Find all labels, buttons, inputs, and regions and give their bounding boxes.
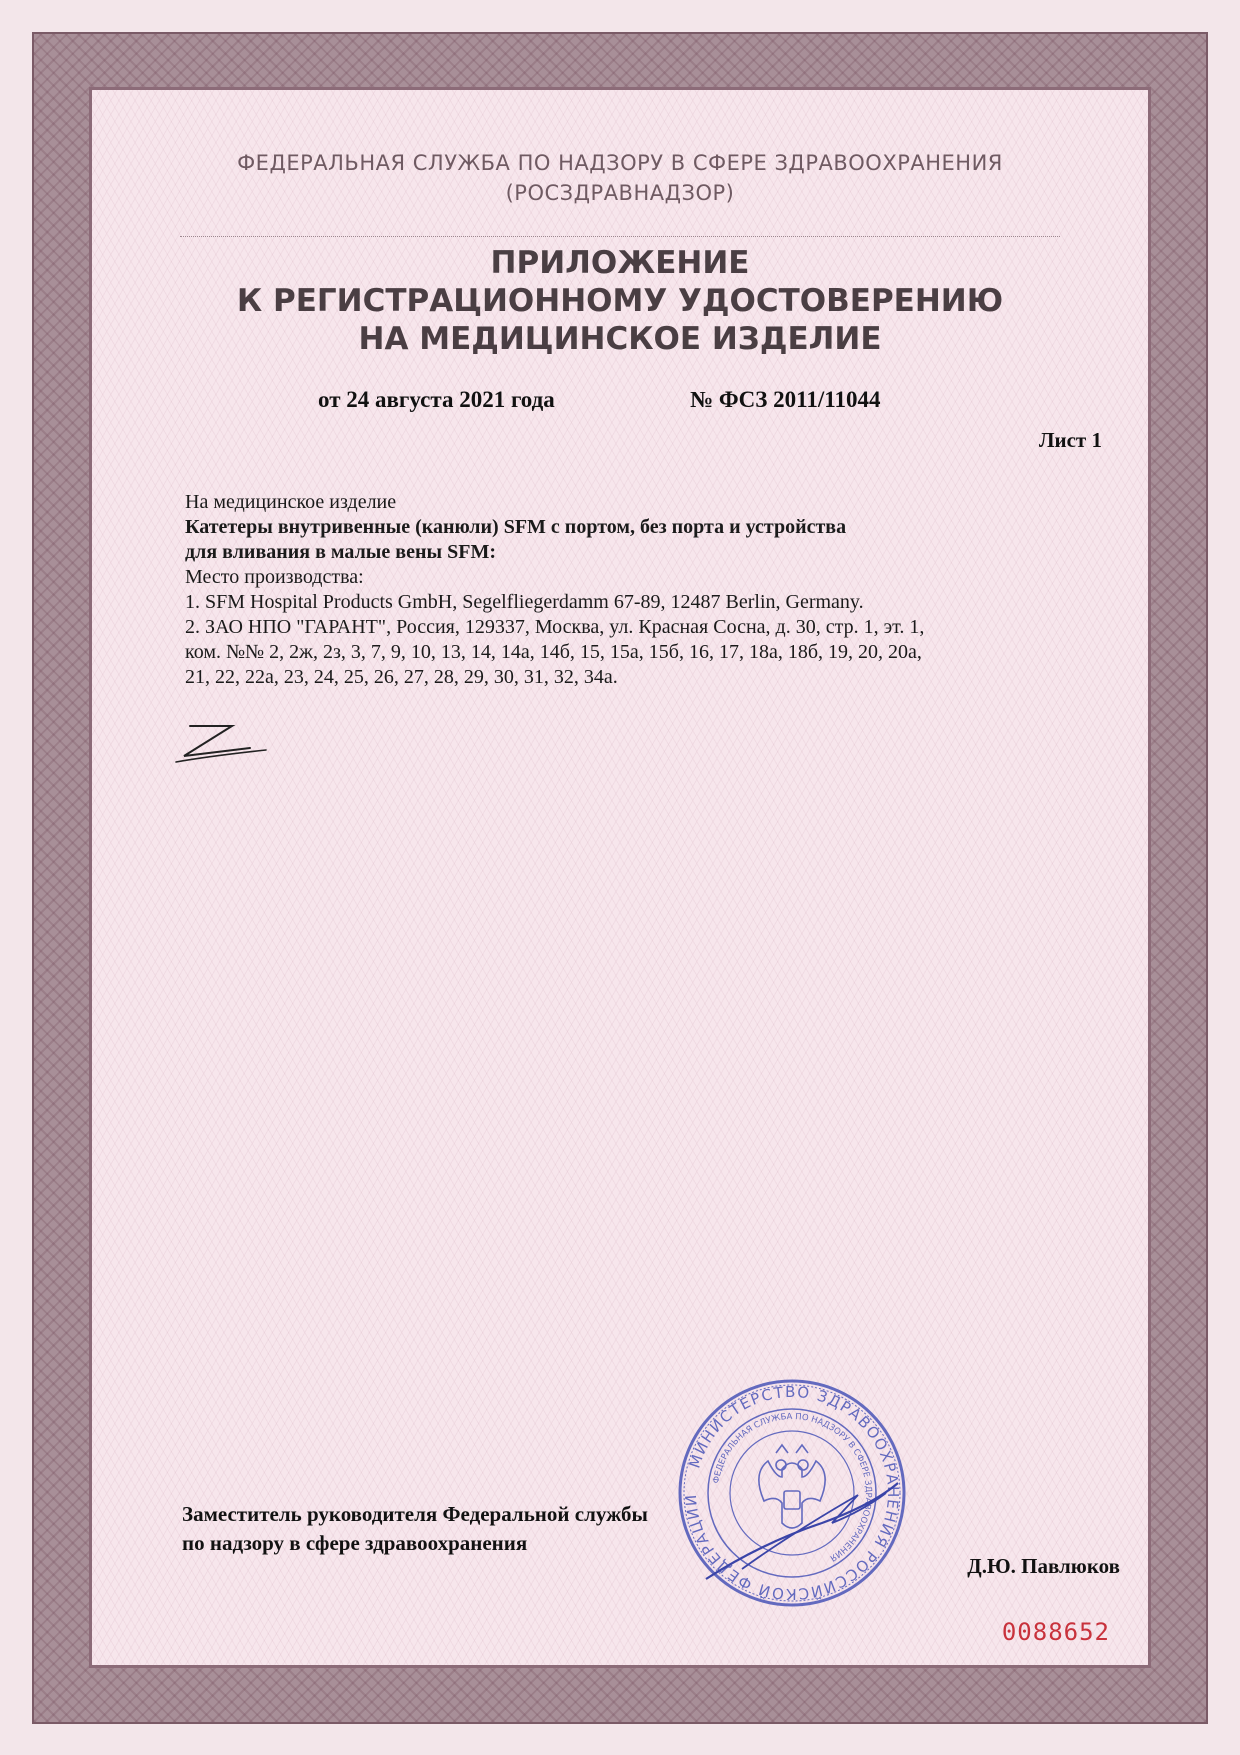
- agency-name: ФЕДЕРАЛЬНАЯ СЛУЖБА ПО НАДЗОРУ В СФЕРЕ ЗДРАВООХРАНЕНИЯ: [237, 151, 1003, 175]
- agency-short-name: (РОСЗДРАВНАДЗОР): [505, 181, 735, 205]
- place-item-2-line-1: 2. ЗАО НПО "ГАРАНТ", Россия, 129337, Москва, ул. Красная Сосна, д. 30, стр. 1, эт. 1,: [185, 616, 925, 638]
- handwritten-initials: [170, 718, 280, 768]
- sheet-number: Лист 1: [1038, 428, 1102, 452]
- svg-text:ФЕДЕРАЛЬНАЯ СЛУЖБА ПО НАДЗОРУ: ФЕДЕРАЛЬНАЯ СЛУЖБА ПО НАДЗОРУ В СФЕРЕ ЗДРАВООХРАНЕНИЯ: [711, 1411, 874, 1563]
- title-line-2: К РЕГИСТРАЦИОННОМУ УДОСТОВЕРЕНИЮ: [236, 283, 1004, 319]
- title-line-3: НА МЕДИЦИНСКОЕ ИЗДЕЛИЕ: [358, 321, 882, 357]
- document-title: [92, 244, 1148, 358]
- intro-text: На медицинское изделие: [185, 491, 397, 513]
- place-item-1: 1. SFM Hospital Products GmbH, Segelfliegerdamm 67-89, 12487 Berlin, Germany.: [185, 591, 864, 613]
- header-divider: [180, 236, 1060, 237]
- place-item-2-line-3: 21, 22, 22а, 23, 24, 25, 26, 27, 28, 29, 30, 31, 32, 34а.: [185, 666, 618, 688]
- title-line-1: ПРИЛОЖЕНИЕ: [490, 245, 750, 281]
- product-name-line-1: Катетеры внутривенные (канюли) SFM с портом, без порта и устройства: [185, 516, 847, 538]
- eagle-emblem-icon: [759, 1445, 825, 1528]
- place-item-2-line-2: ком. №№ 2, 2ж, 2з, 3, 7, 9, 10, 13, 14, 14а, 14б, 15, 15а, 15б, 16, 17, 18а, 18б, 19, 20, 20а,: [185, 641, 922, 663]
- signatory-position-line-1: Заместитель руководителя Федеральной службы: [182, 1502, 648, 1526]
- registration-number: № ФСЗ 2011/11044: [690, 387, 881, 412]
- serial-number: 0088652: [1001, 1618, 1110, 1646]
- signatory-position-line-2: по надзору в сфере здравоохранения: [182, 1531, 528, 1555]
- place-label: Место производства:: [185, 566, 364, 588]
- agency-header: [92, 148, 1148, 208]
- signatory-name: Д.Ю. Павлюков: [967, 1554, 1120, 1578]
- registration-date: от 24 августа 2021 года: [318, 387, 555, 412]
- document-body: [185, 490, 1135, 690]
- svg-text:МИНИСТЕРСТВО ЗДРАВООХРАНЕНИЯ Р: МИНИСТЕРСТВО ЗДРАВООХРАНЕНИЯ РОССИЙСКОЙ ФЕДЕРАЦИИ: [681, 1382, 903, 1604]
- product-name-line-2: для вливания в малые вены SFM:: [185, 541, 496, 563]
- official-seal-stamp: [672, 1373, 912, 1613]
